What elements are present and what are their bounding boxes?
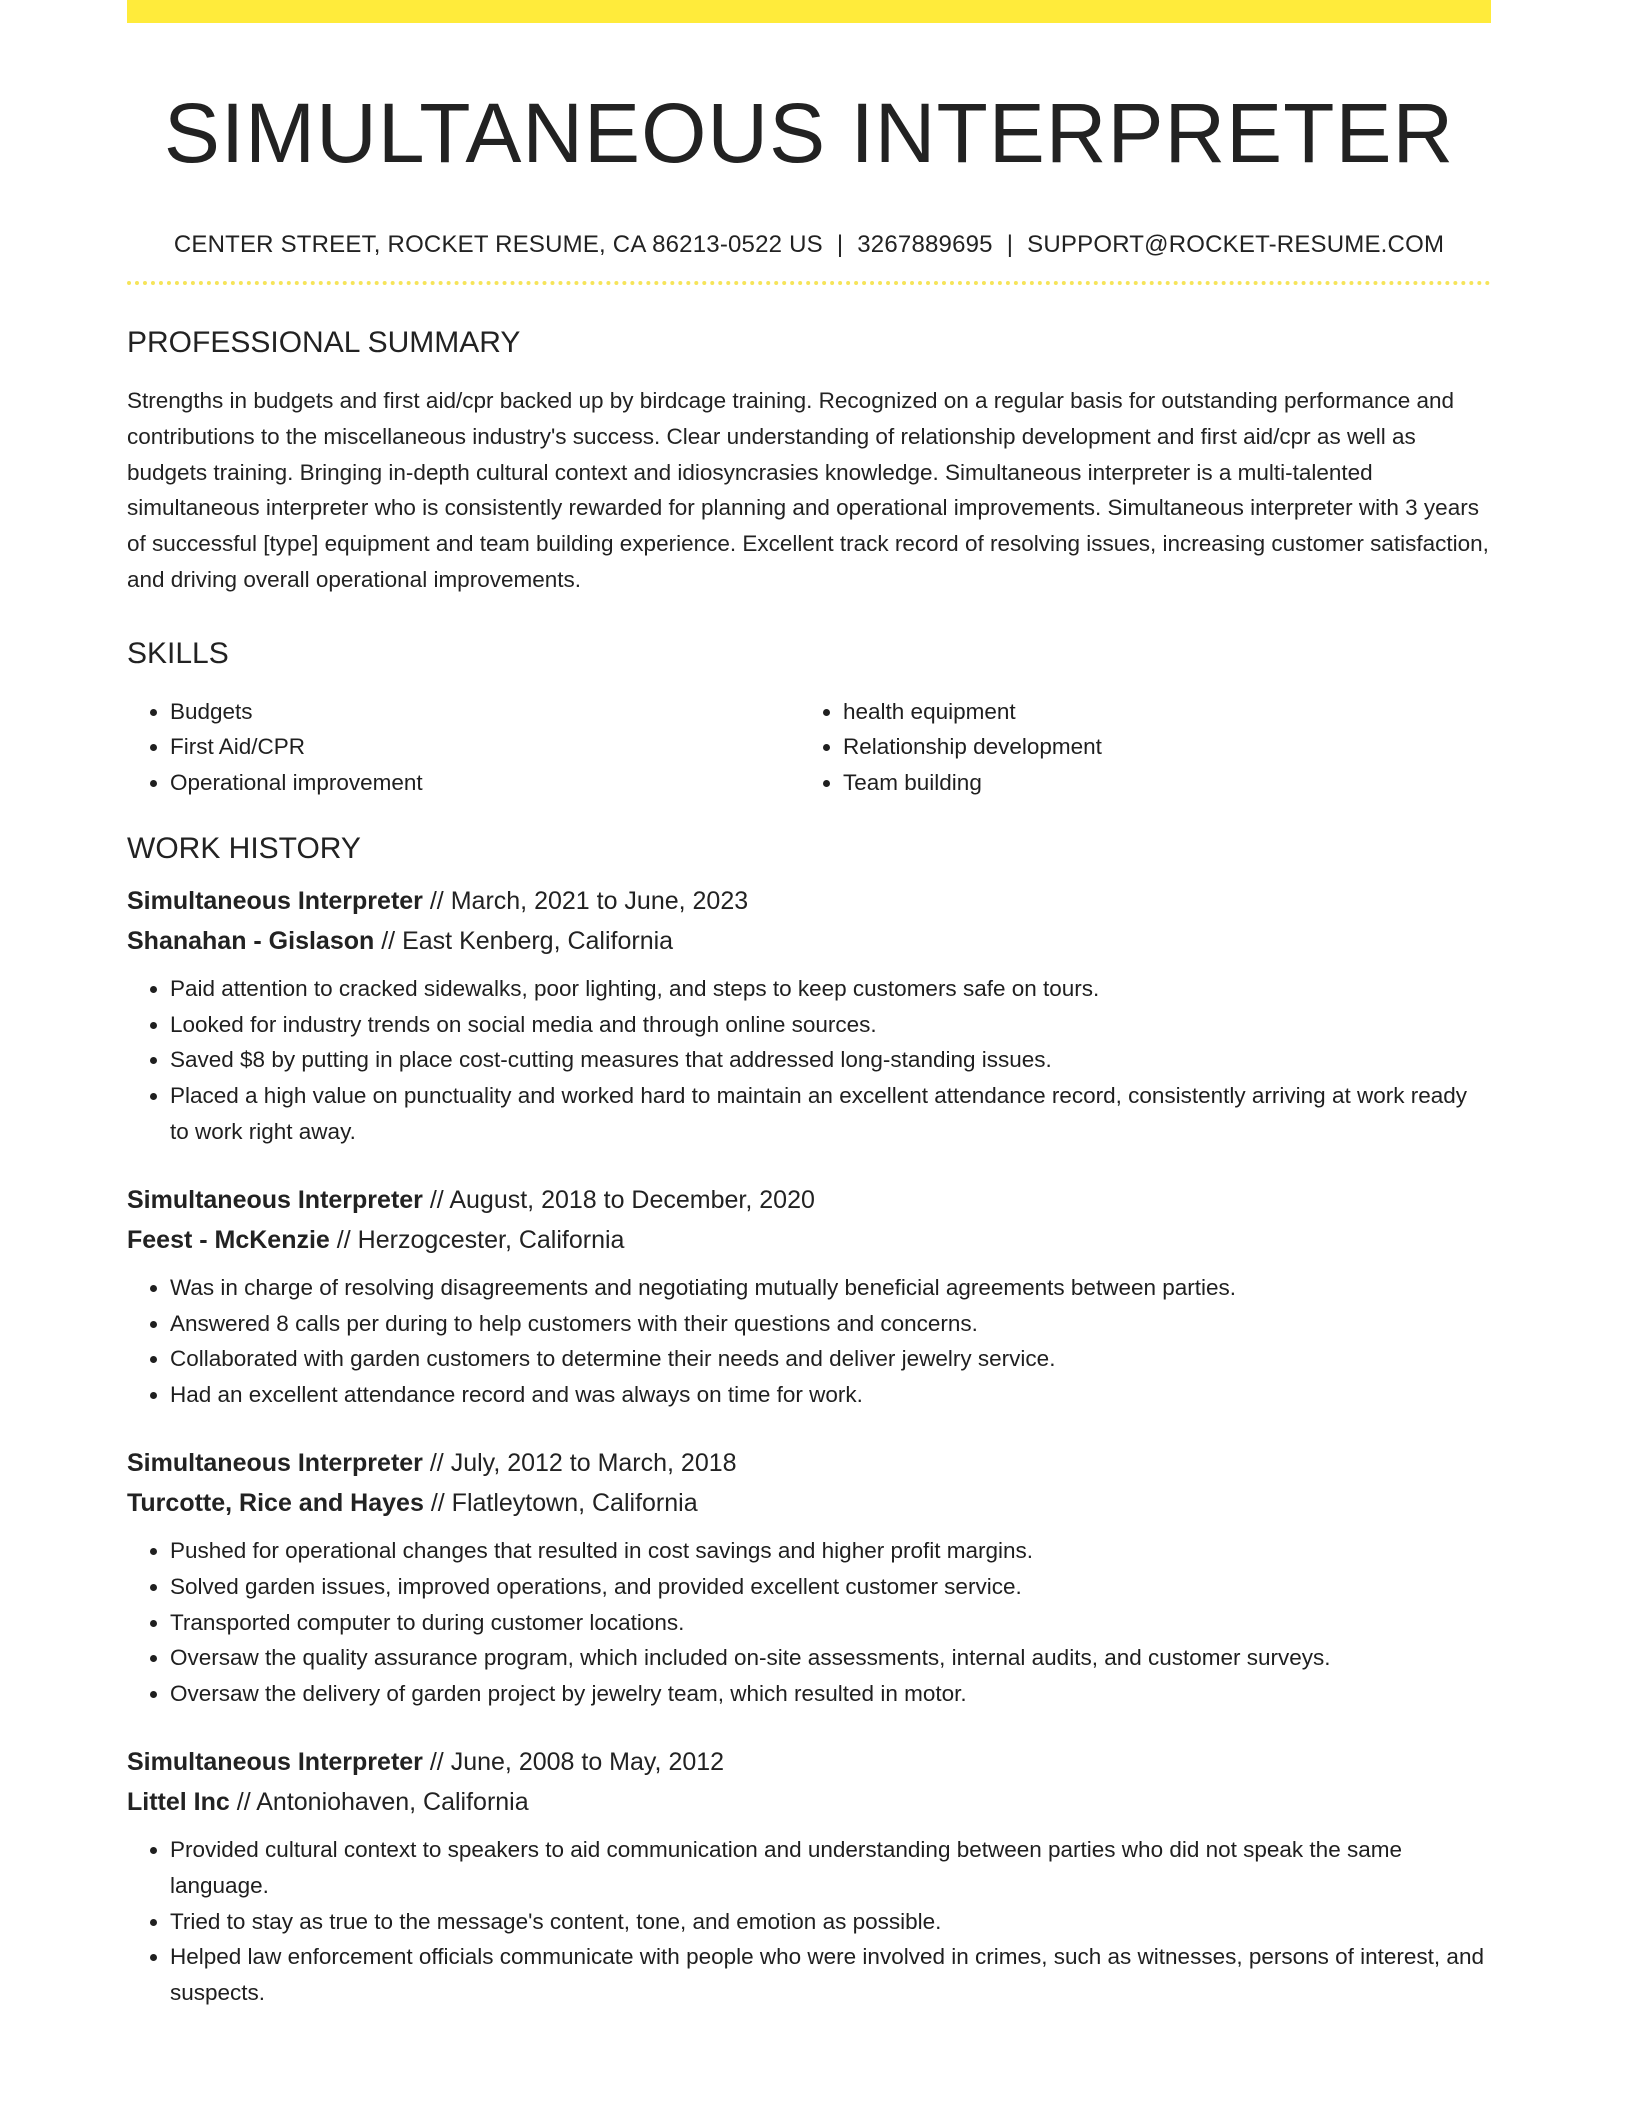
job-bullets [127, 1533, 1491, 1712]
skills-column-left [127, 694, 800, 801]
section-title-summary: PROFESSIONAL SUMMARY [127, 326, 521, 359]
job-bullet: • Saved $8 by putting in place cost-cutting measures that addressed long-standing issues. [170, 1042, 1491, 1078]
contact-separator: | [836, 231, 844, 258]
skills-list [127, 694, 1491, 801]
job-bullet: • Paid attention to cracked sidewalks, poor lighting, and steps to keep customers safe on tours. [170, 971, 1491, 1007]
section-title-skills: SKILLS [127, 636, 229, 670]
job-role: Simultaneous Interpreter [127, 886, 423, 915]
job-entry [127, 881, 1491, 1150]
job-role-line [127, 1180, 1491, 1220]
job-bullets [127, 1832, 1491, 2011]
job-bullet: • Solved garden issues, improved operations, and provided excellent customer service. [170, 1569, 1491, 1605]
job-company: Feest - McKenzie [127, 1225, 330, 1254]
dotted-divider [127, 281, 1491, 285]
job-bullet: • Answered 8 calls per during to help customers with their questions and concerns. [170, 1306, 1491, 1342]
job-role: Simultaneous Interpreter [127, 1185, 423, 1214]
job-divider: // [429, 1185, 444, 1214]
job-company: Littel Inc [127, 1788, 230, 1817]
job-role-line [127, 881, 1491, 921]
job-bullet: • Tried to stay as true to the message's content, tone, and emotion as possible. [170, 1904, 1491, 1940]
skills-column-right [800, 694, 1473, 801]
job-location: Flatleytown, California [451, 1489, 698, 1518]
job-entry [127, 1742, 1491, 2011]
job-company-line [127, 1220, 1491, 1260]
job-location: Herzogcester, California [357, 1225, 625, 1254]
skill-item: • health equipment [843, 694, 1473, 730]
job-divider: // [429, 1449, 444, 1478]
job-divider: // [336, 1225, 351, 1254]
job-bullet: • Provided cultural context to speakers to aid communication and understanding between parties who did not speak the same language. [170, 1832, 1491, 1904]
job-bullet: • Oversaw the delivery of garden project by jewelry team, which resulted in motor. [170, 1676, 1491, 1712]
skill-item: • First Aid/CPR [170, 729, 800, 765]
job-divider: // [381, 926, 396, 955]
job-divider: // [236, 1788, 251, 1817]
job-company-line [127, 1483, 1491, 1523]
job-entry [127, 1443, 1491, 1712]
contact-line [127, 229, 1491, 261]
contact-email[interactable]: SUPPORT@ROCKET-RESUME.COM [1027, 231, 1445, 258]
job-dates: March, 2021 to June, 2023 [450, 886, 749, 915]
skill-item: • Relationship development [843, 729, 1473, 765]
job-bullet: • Transported computer to during customer locations. [170, 1605, 1491, 1641]
job-bullet: • Placed a high value on punctuality and worked hard to maintain an excellent attendance record, consistently arriving at work ready to work right away. [170, 1078, 1491, 1150]
skill-item: • Operational improvement [170, 765, 800, 801]
job-role-line [127, 1742, 1491, 1782]
job-bullet: • Collaborated with garden customers to determine their needs and deliver jewelry service. [170, 1341, 1491, 1377]
section-title-work-history: WORK HISTORY [127, 831, 361, 865]
job-company-line [127, 1782, 1491, 1822]
skill-item: • Budgets [170, 694, 800, 730]
job-dates: June, 2008 to May, 2012 [450, 1748, 725, 1777]
job-dates: August, 2018 to December, 2020 [449, 1185, 815, 1214]
contact-phone[interactable]: 3267889695 [857, 231, 993, 258]
resume-page [127, 0, 1491, 2011]
job-bullet: • Pushed for operational changes that resulted in cost savings and higher profit margins. [170, 1533, 1491, 1569]
job-dates: July, 2012 to March, 2018 [450, 1449, 737, 1478]
job-role-line [127, 1443, 1491, 1483]
job-role: Simultaneous Interpreter [127, 1449, 423, 1478]
job-entry [127, 1180, 1491, 1413]
resume-title: SIMULTANEOUS INTERPRETER [163, 86, 1455, 180]
job-divider: // [429, 1748, 444, 1777]
job-bullet: • Helped law enforcement officials communicate with people who were involved in crimes, such as witnesses, persons of interest, and suspects. [170, 1939, 1491, 2011]
job-bullets [127, 971, 1491, 1150]
job-company: Turcotte, Rice and Hayes [127, 1489, 424, 1518]
job-bullet: • Was in charge of resolving disagreements and negotiating mutually beneficial agreements between parties. [170, 1270, 1491, 1306]
job-company: Shanahan - Gislason [127, 926, 375, 955]
job-company-line [127, 921, 1491, 961]
job-location: East Kenberg, California [402, 926, 674, 955]
job-location: Antoniohaven, California [256, 1788, 529, 1817]
job-bullet: • Oversaw the quality assurance program, which included on-site assessments, internal audits, and customer surveys. [170, 1640, 1491, 1676]
contact-separator: | [1006, 231, 1014, 258]
job-bullet: • Had an excellent attendance record and was always on time for work. [170, 1377, 1491, 1413]
job-role: Simultaneous Interpreter [127, 1748, 423, 1777]
contact-address: CENTER STREET, ROCKET RESUME, CA 86213-0522 US [173, 231, 823, 258]
job-bullet: • Looked for industry trends on social media and through online sources. [170, 1007, 1491, 1043]
job-divider: // [429, 886, 444, 915]
job-divider: // [430, 1489, 445, 1518]
top-accent-bar [127, 0, 1491, 23]
skill-item: • Team building [843, 765, 1473, 801]
summary-text: Strengths in budgets and first aid/cpr backed up by birdcage training. Recognized on a regular basis for outstanding performance and contributions to the miscellaneous industry's success. Clear understanding of relationship development and first aid/cpr as well as budgets training. Bringing in-depth cultural context and idiosyncrasies knowledge. Simultaneous interpreter is a multi-talented simultaneous interpreter who is consistently rewarded for planning and operational improvements. Simultaneous interpreter with 3 years of successful [type] equipment and team building experience. Excellent track record of resolving issues, increasing customer satisfaction, and driving overall operational improvements. [127, 388, 1489, 592]
job-bullets [127, 1270, 1491, 1413]
